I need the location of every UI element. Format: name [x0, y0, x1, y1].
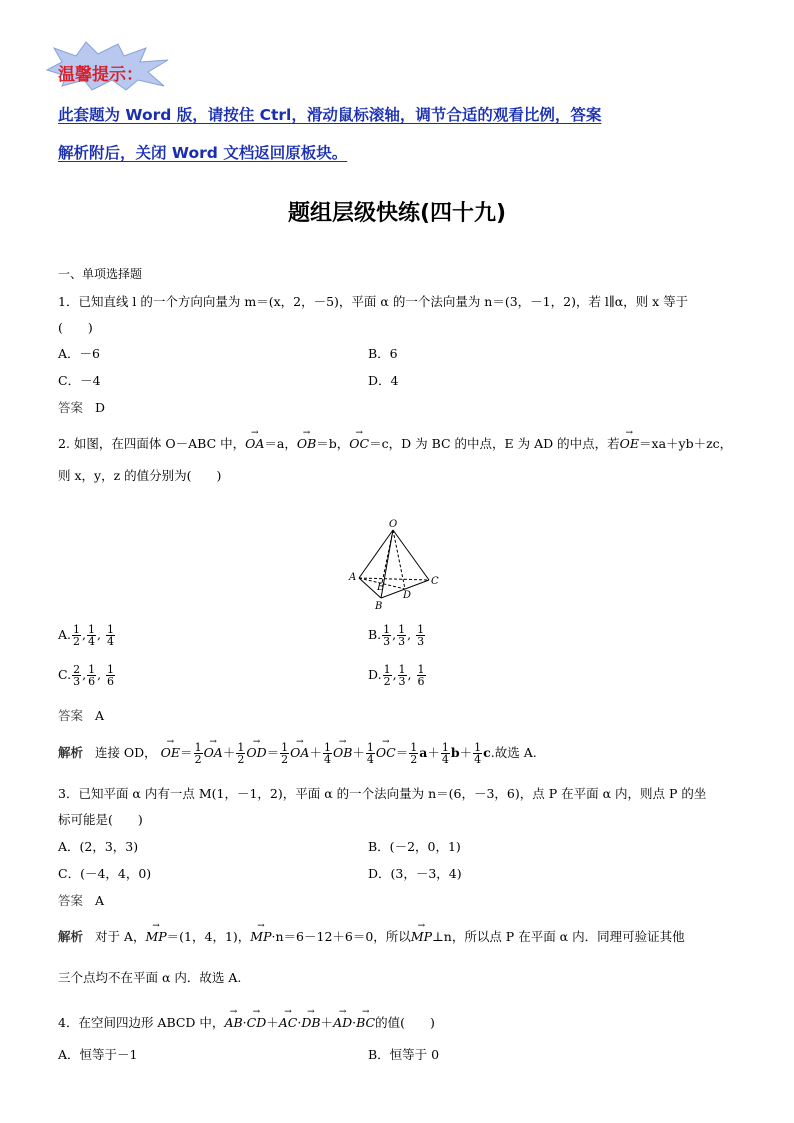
- q1-answer: [58, 400, 105, 416]
- analysis-text: 对于 A，: [94, 929, 146, 944]
- q3-analysis-2: 三个点均不在平面 α 内．故选 A.: [58, 970, 242, 985]
- q2-option-b: B. $\frac{1}{3}$ , $\frac{1}{3}$ , $\frac{1}{3}$: [368, 623, 425, 648]
- label-d: D: [403, 590, 412, 601]
- tip-line-2: 解析附后，关闭 Word 文档返回原板块。: [58, 144, 348, 162]
- q2-stem: [58, 436, 732, 452]
- q1-stem: 1．已知直线 l 的一个方向向量为 m＝(x，2，－5)，平面 α 的一个法向量为 n＝(3，－1，2)，若 l∥α，则 x 等于: [58, 294, 689, 309]
- analysis-text: ＝(1，4，1)，: [166, 929, 251, 944]
- q1-option-b: B．6: [368, 346, 398, 361]
- q4-stem-text: 的值( ): [375, 1015, 435, 1030]
- fraction: $\frac{1}{3}$: [417, 623, 425, 648]
- q4-option-a: A．恒等于－1: [58, 1047, 138, 1062]
- q1-option-c: C．－4: [58, 373, 101, 388]
- fraction: $\frac{1}{3}$: [398, 663, 406, 688]
- fraction: $\frac{1}{4}$: [88, 623, 95, 648]
- q1-option-a: A．－6: [58, 346, 100, 361]
- q3-analysis: [58, 929, 685, 945]
- q2-stem-text: 2. 如图，在四面体 O－ABC 中，: [58, 436, 246, 451]
- fraction: $\frac{1}{3}$: [398, 623, 406, 648]
- vector-ac: → AC: [279, 1015, 298, 1031]
- q4-stem-text: 4．在空间四边形 ABCD 中，: [58, 1015, 225, 1030]
- vector-ob: → OB: [297, 436, 316, 452]
- fraction: $\frac{1}{6}$: [88, 663, 96, 688]
- q4-option-b: B．恒等于 0: [368, 1047, 440, 1062]
- label-a: A: [349, 572, 357, 583]
- q3-answer: [58, 893, 104, 909]
- analysis-text: 故选 A.: [494, 745, 537, 760]
- answer-value: A: [94, 893, 104, 908]
- q3-option-c: C．(－4，4，0): [58, 866, 152, 881]
- option-letter: D.: [368, 667, 382, 682]
- q3-option-a: A．(2，3，3): [58, 839, 139, 854]
- label-c: C: [431, 576, 439, 587]
- vector-mp: → MP: [145, 929, 166, 945]
- vector-mp: → MP: [250, 929, 271, 945]
- page-title: 题组层级快练(四十九): [287, 201, 507, 226]
- answer-label: 答案: [58, 400, 84, 415]
- q2-stem-text: ＝c，D 为 BC 的中点，E 为 AD 的中点，若: [369, 436, 620, 451]
- label-b: B: [375, 601, 383, 612]
- q2-stem-text: ＝a，: [264, 436, 297, 451]
- q3-stem: 3．已知平面 α 内有一点 M(1，－1，2)，平面 α 的一个法向量为 n＝(6，－3，6)，点 P 在平面 α 内，则点 P 的坐: [58, 786, 707, 801]
- q2-stem-2: 则 x，y，z 的值分别为( ): [58, 468, 222, 483]
- label-o: O: [389, 519, 398, 530]
- q4-stem: 4．在空间四边形 ABCD 中，→ AB·→ CD＋→ AC·→ DB＋→ AD·→ BC的值( ): [58, 1015, 435, 1031]
- option-letter: A.: [58, 627, 72, 642]
- q2-option-a: A. $\frac{1}{2}$ , $\frac{1}{4}$ , $\frac{1}{4}$: [58, 623, 114, 648]
- q3-option-b: B．(－2，0，1): [368, 839, 461, 854]
- vector-db: → DB: [301, 1015, 320, 1031]
- q2-analysis: 解析 连接 OD， → OE＝ $\frac{1}{2}$ → OA＋ $\frac{1}{2}$ → OD＝ $\frac{1}{2}$ → OA＋ $\frac{1}{4}$ → OB＋ $\frac{1}{4}$ → OC＝ $\frac{1}{2}$ a＋ $\frac{1}{4}$ b＋ $\frac{1}{4}$ c.故选 A.: [58, 742, 537, 765]
- q2-option-d: D. $\frac{1}{2}$ , $\frac{1}{3}$ , $\frac{1}{6}$: [368, 663, 425, 688]
- option-letter: C.: [58, 667, 72, 682]
- vector-ab: → AB: [224, 1015, 242, 1031]
- vector-oe: → OE: [620, 436, 639, 452]
- analysis-label: 解析: [58, 929, 84, 944]
- fraction: $\frac{1}{2}$: [383, 663, 391, 688]
- fraction: $\frac{1}{6}$: [417, 663, 425, 688]
- fraction: $\frac{1}{6}$: [107, 663, 115, 688]
- vector-cd: → CD: [247, 1015, 267, 1031]
- vector-bc: → BC: [356, 1015, 375, 1031]
- answer-label: 答案: [58, 893, 84, 908]
- answer-value: A: [94, 708, 104, 723]
- vector-oc: → OC: [349, 436, 369, 452]
- tetrahedron-figure: [345, 516, 445, 612]
- fraction: $\frac{2}{3}$: [73, 663, 81, 688]
- label-e: E: [377, 582, 385, 593]
- q2-answer: [58, 708, 104, 724]
- vector-ad: → AD: [333, 1015, 352, 1031]
- q2-option-c: C. $\frac{2}{3}$ , $\frac{1}{6}$ , $\frac{1}{6}$: [58, 663, 115, 688]
- q3-stem-2: 标可能是( ): [58, 812, 143, 827]
- fraction: $\frac{1}{4}$: [106, 623, 114, 648]
- fraction: $\frac{1}{2}$: [73, 623, 81, 648]
- option-letter: B.: [368, 627, 382, 642]
- q2-stem-text: ＝b，: [316, 436, 350, 451]
- q1-option-d: D．4: [368, 373, 399, 388]
- q1-paren: ( ): [58, 320, 93, 335]
- tip-label: 温馨提示：: [58, 65, 143, 85]
- q2-stem-text: ＝xa＋yb＋zc，: [639, 436, 733, 451]
- q3-option-d: D．(3，－3，4): [368, 866, 462, 881]
- answer-value: D: [94, 400, 105, 415]
- tip-line-1: 此套题为 Word 版，请按住 Ctrl，滑动鼠标滚轴，调节合适的观看比例，答案: [58, 106, 602, 124]
- analysis-text: ⊥n，所以点 P 在平面 α 内．同理可验证其他: [432, 929, 685, 944]
- analysis-label: 解析: [58, 745, 84, 760]
- answer-label: 答案: [58, 708, 84, 723]
- section-heading: 一、单项选择题: [58, 267, 143, 281]
- fraction: $\frac{1}{3}$: [383, 623, 391, 648]
- vector-oa: → OA: [245, 436, 264, 452]
- analysis-text: 连接 OD，: [94, 745, 157, 760]
- analysis-text: ·n＝6－12＋6＝0，所以: [271, 929, 411, 944]
- vector-mp: → MP: [411, 929, 432, 945]
